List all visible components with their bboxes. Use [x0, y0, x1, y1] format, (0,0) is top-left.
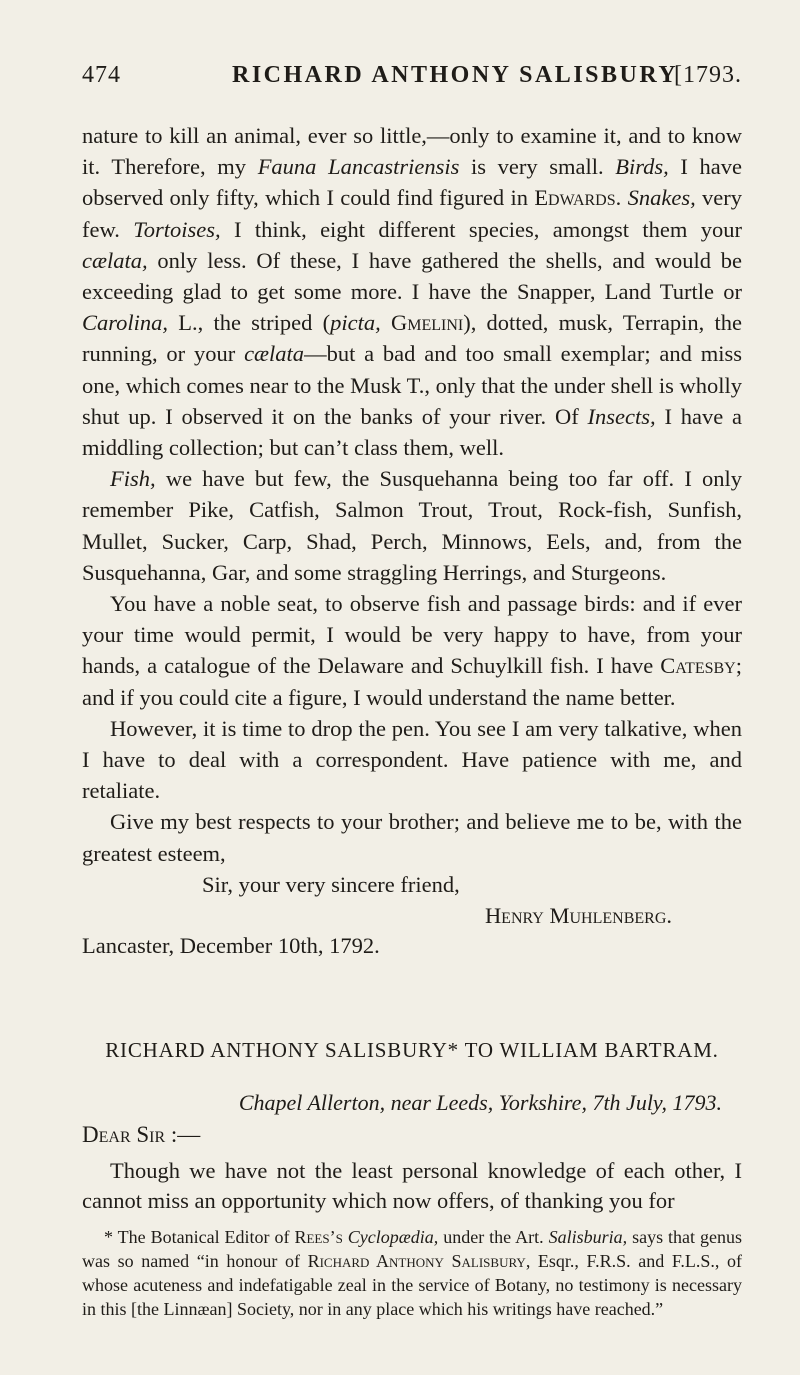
- text-span: under the Art.: [438, 1227, 549, 1247]
- author-name: Catesby: [660, 653, 736, 679]
- signature-block: [82, 900, 742, 962]
- italic-term: Insects,: [587, 403, 656, 429]
- paragraph-3: [82, 588, 742, 713]
- text-span: * The Botanical Editor of: [104, 1227, 295, 1247]
- text-span: You have a noble seat, to observe fish and passage birds: and if ever your time would permit, I would be very happy to have, from your hands, a catalogue of the Delaware and Schuylkill fish. I have: [82, 591, 742, 679]
- text-span: says that genus was so named “in honour of: [82, 1227, 743, 1271]
- italic-title: Cyclopædia,: [347, 1227, 439, 1247]
- place-date: Lancaster, December 10th, 1792.: [82, 933, 380, 959]
- paragraph-5: Give my best respects to your brother; and believe me to be, with the greatest esteem,: [82, 809, 742, 866]
- text-span: I have a middling collection; but can’t class them, well.: [82, 403, 742, 461]
- letter-2-heading: RICHARD ANTHONY SALISBURY* TO WILLIAM BARTRAM.: [105, 1038, 719, 1062]
- letter-1-body: [82, 120, 742, 962]
- paragraph: Though we have not the least personal knowledge of each other, I cannot miss an opportunity which now offers, of thanking you for: [82, 1158, 742, 1213]
- running-year: [1793.: [674, 62, 742, 88]
- italic-term: cælata,: [82, 247, 148, 273]
- italic-term: picta,: [330, 310, 381, 336]
- author-name: Edwards.: [534, 185, 622, 211]
- italic-term: Salisburia,: [548, 1227, 628, 1247]
- signature-name: Henry Muhlenberg.: [484, 903, 672, 929]
- text-span: very few.: [82, 185, 743, 242]
- author-name: Gmelini: [390, 310, 464, 336]
- page-number: 474: [82, 62, 121, 88]
- text-span: ), dotted, musk, Terrapin, the running, or your: [82, 310, 743, 367]
- italic-term: cælata: [244, 341, 305, 367]
- text-span: L., the striped (: [168, 310, 331, 336]
- paragraph-1: [82, 120, 742, 463]
- paragraph-2: [82, 463, 742, 588]
- running-title: RICHARD ANTHONY SALISBURY: [232, 62, 679, 88]
- italic-title: Fauna Lancastriensis: [257, 154, 460, 180]
- author-name: Richard Anthony Salisbury: [307, 1251, 526, 1271]
- letter-2-dateline: Chapel Allerton, near Leeds, Yorkshire, 7th July, 1793.: [238, 1090, 722, 1115]
- running-head: [82, 62, 742, 96]
- text-span: nature to kill an animal, ever so little,—only to examine it, and to know it. Therefore, my: [82, 123, 742, 180]
- text-span: , Esqr., F.R.S. and F.L.S., of whose acuteness and indefatigable zeal in the service of Botany, no testimony is necessary in this [the Linnæan] Society, nor in any place which his writings have reached.”: [82, 1251, 742, 1319]
- text-span: —but a bad and too small exemplar; and miss one, which comes near to the Musk T., only that the under shell is wholly shut up. I observed it on the banks of your river. Of: [82, 341, 743, 429]
- letter-2-salutation: Dear Sir :—: [82, 1122, 201, 1147]
- italic-term: Birds,: [615, 154, 669, 180]
- text-span: [381, 310, 391, 335]
- italic-term: Fish,: [110, 466, 156, 492]
- text-span: we have but few, the Susquehanna being too far off. I only remember Pike, Catfish, Salmon Trout, Trout, Rock-fish, Sunfish, Mullet, Sucker, Carp, Shad, Perch, Minnows, Eels, and, from the Susquehanna, Gar, and some straggling Herrings, and Sturgeons.: [82, 466, 742, 585]
- author-name: Rees’s: [294, 1227, 343, 1247]
- text-span: ; and if you could cite a figure, I would understand the name better.: [82, 653, 742, 710]
- italic-term: Tortoises,: [133, 216, 221, 242]
- footnote-text: [82, 1225, 742, 1321]
- paragraph-4: However, it is time to drop the pen. You see I am very talkative, when I have to deal with a correspondent. Have patience with me, and retaliate.: [82, 715, 742, 804]
- text-span: I think, eight different species, amongst them your: [220, 216, 742, 242]
- closing-line: Sir, your very sincere friend,: [202, 871, 460, 897]
- text-span: only less. Of these, I have gathered the shells, and would be exceeding glad to get some more. I have the Snapper, Land Turtle or: [82, 247, 742, 305]
- letter-2-body: [82, 1156, 742, 1216]
- text-span: I have observed only fifty, which I could find figured in: [82, 154, 743, 211]
- italic-term: Carolina,: [82, 310, 169, 336]
- footnote: [82, 1225, 742, 1321]
- text-span: is very small.: [459, 154, 616, 180]
- italic-term: Snakes,: [627, 185, 696, 211]
